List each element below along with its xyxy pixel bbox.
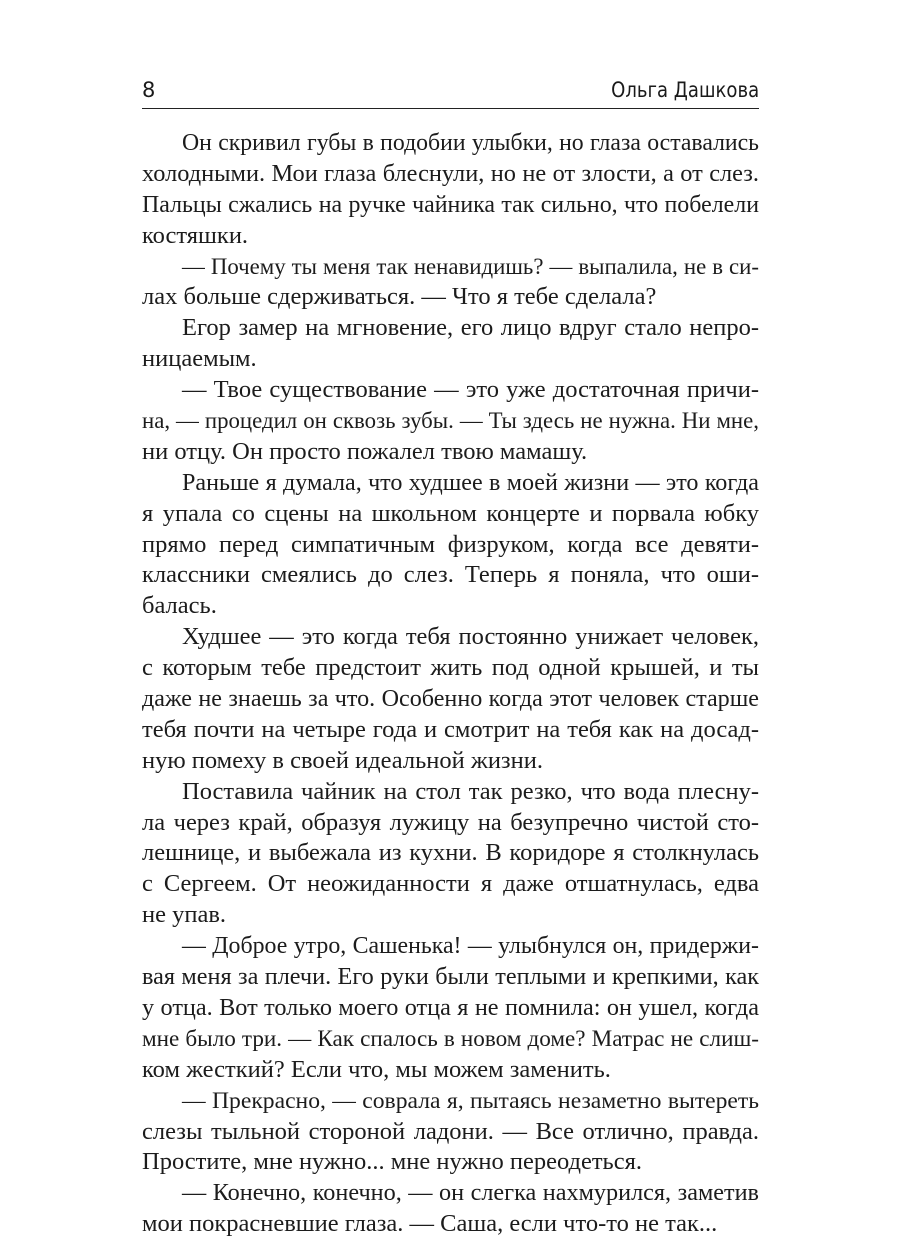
text-line: мне было три. — Как спалось в новом доме? Матрас не слиш- [142, 1025, 759, 1052]
paragraph [142, 128, 759, 252]
paragraph [142, 931, 759, 1085]
paragraph [142, 468, 759, 622]
text-line: ную помеху в своей идеальной жизни. [142, 746, 543, 774]
text-line: костяшки. [142, 221, 249, 249]
text-line: ком жесткий? Если что, мы можем заменить. [142, 1055, 611, 1083]
paragraph [142, 1086, 759, 1179]
text-line: у отца. Вот только моего отца я не помнила: он ушел, когда [142, 993, 759, 1021]
paragraph [142, 1178, 759, 1240]
text-line: Раньше я думала, что худшее в моей жизни — это когда [182, 469, 759, 496]
paragraph [142, 313, 759, 375]
text-line: Поставила чайник на стол так резко, что вода плесну- [182, 777, 759, 805]
text-line: Простите, мне нужно... мне нужно переодеться. [142, 1148, 642, 1176]
text-line: даже не знаешь за что. Особенно когда этот человек старше [142, 686, 759, 713]
text-line: классники смеялись до слез. Теперь я поняла, что оши- [142, 561, 759, 589]
text-line: слезы тыльной стороной ладони. — Все отлично, правда. [142, 1117, 759, 1145]
body-text [142, 128, 759, 1240]
text-line: Пальцы сжались на ручке чайника так сильно, что побелели [142, 191, 759, 218]
text-line: на, — процедил он сквозь зубы. — Ты здесь не нужна. Ни мне, [142, 408, 759, 434]
page-number: 8 [142, 78, 156, 102]
text-line: холодными. Мои глаза блеснули, но не от злости, а от слез. [142, 159, 759, 187]
text-line: — Конечно, конечно, — он слегка нахмурился, заметив [182, 1179, 759, 1207]
text-line: — Почему ты меня так ненавидишь? — выпалила, не в си- [182, 253, 759, 279]
text-line: мои покрасневшие глаза. — Саша, если что-то не так... [142, 1210, 718, 1238]
text-line: Худшее — это когда тебя постоянно унижает человек, [182, 623, 759, 651]
text-line: ни отцу. Он просто пожалел твою мамашу. [142, 437, 588, 465]
text-line: ницаемым. [142, 345, 257, 373]
paragraph [142, 777, 759, 931]
author-name: Ольга Дашкова [610, 78, 759, 102]
text-line: — Твое существование — это уже достаточная причи- [182, 376, 759, 404]
text-line: — Доброе утро, Сашенька! — улыбнулся он, придержи- [182, 933, 759, 960]
text-line: прямо перед симпатичным физруком, когда все девяти- [142, 530, 759, 558]
text-line: тебя почти на четыре года и смотрит на тебя как на досад- [142, 715, 759, 743]
paragraph [142, 622, 759, 776]
text-line: я упала со сцены на школьном концерте и порвала юбку [142, 499, 759, 527]
text-line: лешнице, и выбежала из кухни. В коридоре я столкнулась [142, 839, 759, 867]
text-line: с Сергеем. От неожиданности я даже отшатнулась, едва [142, 870, 759, 898]
text-line: Он скривил губы в подобии улыбки, но глаза оставались [182, 130, 759, 156]
paragraph [142, 252, 759, 314]
text-line: — Прекрасно, — соврала я, пытаясь незаметно вытереть [182, 1087, 759, 1114]
text-line: вая меня за плечи. Его руки были теплыми и крепкими, как [142, 963, 759, 991]
text-line: ла через край, образуя лужицу на безупречно чистой сто- [142, 808, 759, 836]
text-line: не упав. [142, 901, 227, 929]
text-line: балась. [142, 592, 217, 620]
text-line: лах больше сдерживаться. — Что я тебе сделала? [142, 283, 657, 311]
paragraph [142, 375, 759, 468]
running-head [142, 74, 759, 109]
text-line: с которым тебе предстоит жить под одной крышей, и ты [142, 654, 759, 682]
text-line: Егор замер на мгновение, его лицо вдруг стало непро- [182, 314, 759, 342]
